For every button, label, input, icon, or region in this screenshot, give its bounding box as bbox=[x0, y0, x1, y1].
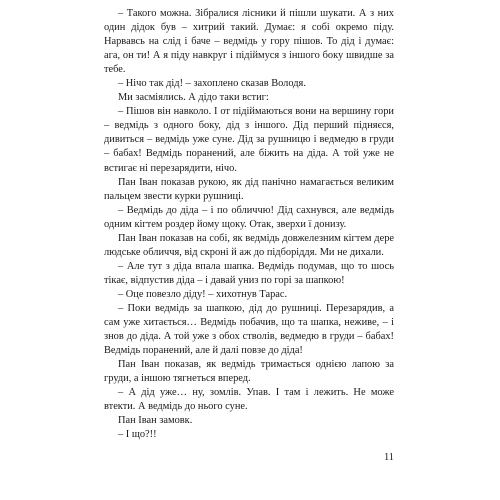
paragraph: – Оце повезло діду! – хихотнув Тарас. bbox=[118, 288, 288, 300]
paragraph: Пан Іван замовк. bbox=[118, 415, 193, 427]
paragraph: – Але тут з діда впала шапка. Ведмідь подумав, що то шось тікає, відпустив діда – і давай униз по горі за шапкою! bbox=[104, 260, 394, 286]
paragraph: Ми засміялись. А дідо таки встиг: bbox=[118, 92, 269, 104]
paragraph: – Нічо так дід! – захоплено сказав Володя. bbox=[118, 78, 306, 90]
paragraph: – Пішов він навколо. І от підіймаються вони на вершину гори – ведмідь з одного боку, дід з іншого. Дід перший підняєся, дивиться – ведмідь уже суне. Дід за рушницю і ведмедю в груди – бабах! Ведмідь поранений, але біжить на діда. А той уже не встигає ні перезарядити, нічо. bbox=[104, 106, 394, 174]
paragraph: – І що?!! bbox=[118, 429, 157, 441]
page-number: 11 bbox=[383, 452, 394, 463]
paragraph: Пан Іван показав рукою, як дід панічно намагається великим пальцем звести курки рушниці. bbox=[104, 176, 394, 202]
body-text bbox=[104, 7, 394, 442]
paragraph: – Поки ведмідь за шапкою, дід до рушниці. Перезарядив, а сам уже хитається… Ведмідь побачив, що та шапка, неживе, – і знов до діда. А той уже з обох стволів, ведмедю в груди – бабах! Ведмідь поранений, але й далі повзе до діда! bbox=[104, 302, 394, 357]
paragraph: – Ведмідь до діда – і по обличчю! Дід сахнувся, але ведмідь одним кігтем роздер йому щоку. Отак, зверхи ї донизу. bbox=[104, 204, 394, 230]
paragraph: – Такого можна. Зібралися лісники й пішли шукати. А з них один дідок був – хитрий такий. Думає: я собі окремо піду. Нарвавсь на слід і баче – ведмідь у гору пішов. То дід і думає: ага, он ти! А я піду навкруг і підіймуся з іншого боку швидше за тебе. bbox=[104, 8, 394, 76]
paragraph: Пан Іван показав, як ведмідь тримається однією лапою за груди, а іншою тягнеться вперед. bbox=[104, 359, 394, 385]
paragraph: – А дід уже… ну, зомлів. Упав. І там і лежить. Не може втекти. А ведмідь до нього суне. bbox=[104, 387, 394, 413]
paragraph: Пан Іван показав на собі, як ведмідь довжелезним кігтем дере людське обличчя, від скроні й аж до підборіддя. Ми не дихали. bbox=[104, 232, 394, 258]
